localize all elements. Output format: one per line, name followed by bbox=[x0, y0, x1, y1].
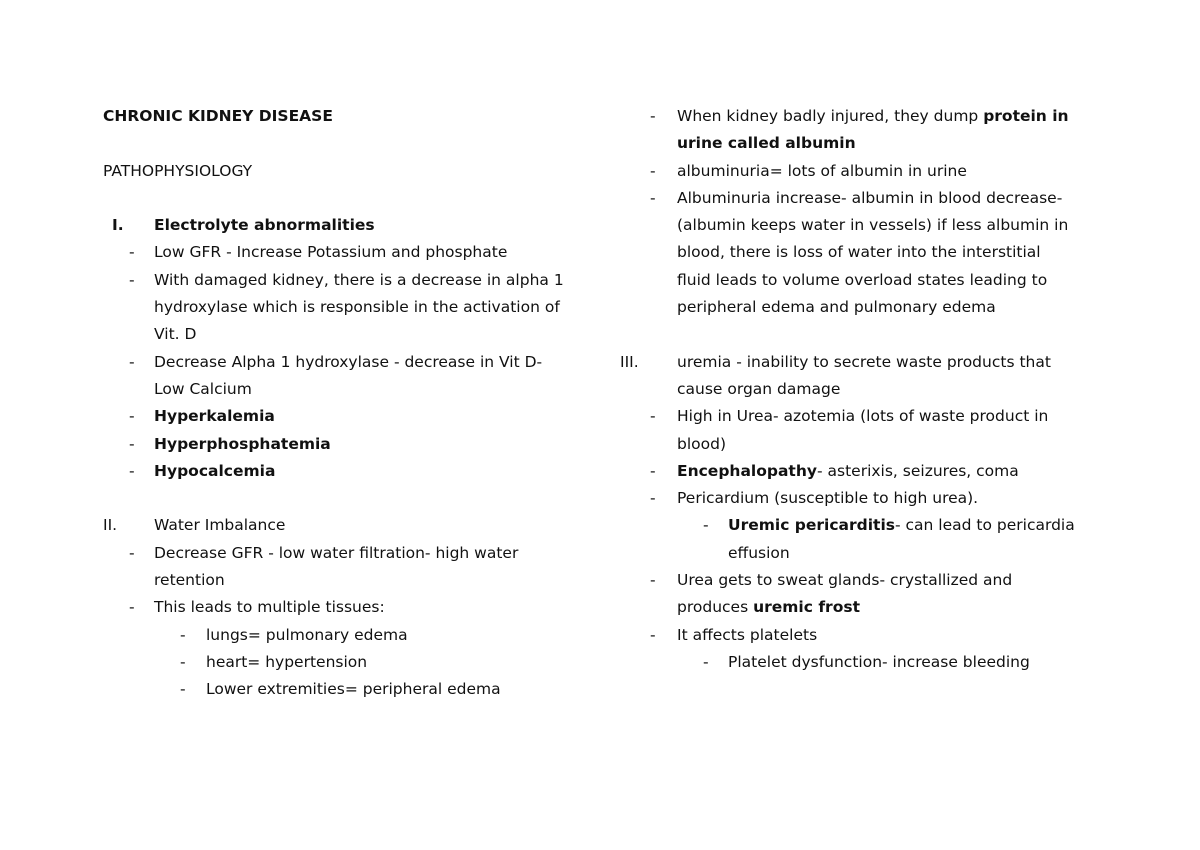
sub-list-item: - Uremic pericarditis- can lead to pericardia bbox=[703, 516, 1075, 535]
list-item-continuation: peripheral edema and pulmonary edema bbox=[677, 298, 996, 317]
document-title: CHRONIC KIDNEY DISEASE bbox=[103, 107, 333, 125]
list-item-continuation: urine called albumin bbox=[677, 134, 856, 153]
sub-list-item: - Platelet dysfunction- increase bleeding bbox=[703, 652, 1030, 671]
list-item: - albuminuria= lots of albumin in urine bbox=[650, 161, 967, 180]
list-item: - Low GFR - Increase Potassium and phosphate bbox=[129, 243, 508, 262]
list-item-continuation: retention bbox=[154, 571, 225, 590]
list-item: - Decrease Alpha 1 hydroxylase - decrease in Vit D- bbox=[129, 352, 543, 371]
list-item: - Hyperkalemia bbox=[129, 407, 275, 426]
list-item-continuation: Low Calcium bbox=[154, 379, 252, 398]
section-2-heading bbox=[103, 512, 603, 539]
right-column bbox=[620, 103, 1090, 676]
list-item-continuation: Vit. D bbox=[154, 325, 197, 344]
section-3-title-continuation: cause organ damage bbox=[677, 379, 841, 398]
section-2-numeral: II. bbox=[103, 516, 118, 535]
section-2-title: Water Imbalance bbox=[154, 516, 286, 535]
list-item: - Urea gets to sweat glands- crystallized and bbox=[650, 571, 1013, 590]
list-item: - With damaged kidney, there is a decrease in alpha 1 bbox=[129, 270, 564, 289]
list-item-continuation: (albumin keeps water in vessels) if less albumin in bbox=[677, 216, 1069, 235]
list-item: - This leads to multiple tissues: bbox=[129, 598, 385, 617]
list-item: - Hyperphosphatemia bbox=[129, 434, 331, 453]
list-item: - Decrease GFR - low water filtration- high water bbox=[129, 543, 519, 562]
list-item-continuation: fluid leads to volume overload states leading to bbox=[677, 270, 1048, 289]
section-3-title: uremia - inability to secrete waste products that bbox=[677, 352, 1051, 371]
list-item: - Encephalopathy- asterixis, seizures, coma bbox=[650, 461, 1019, 480]
list-item: - Pericardium (susceptible to high urea). bbox=[650, 489, 979, 508]
section-3-heading bbox=[620, 349, 1090, 376]
sub-list-item: - Lower extremities= peripheral edema bbox=[180, 680, 501, 699]
list-item-continuation: blood) bbox=[677, 434, 726, 453]
section-3-numeral: III. bbox=[620, 352, 639, 371]
section-subtitle: PATHOPHYSIOLOGY bbox=[103, 161, 253, 180]
left-column bbox=[103, 103, 603, 704]
list-item: - High in Urea- azotemia (lots of waste product in bbox=[650, 407, 1049, 426]
list-item: - Albuminuria increase- albumin in blood decrease- bbox=[650, 188, 1063, 207]
list-item: - When kidney badly injured, they dump protein in bbox=[650, 107, 1069, 125]
list-item-continuation: hydroxylase which is responsible in the activation of bbox=[154, 298, 560, 317]
sub-list-item: - heart= hypertension bbox=[180, 652, 368, 671]
sub-list-item: - lungs= pulmonary edema bbox=[180, 625, 408, 644]
list-item: - It affects platelets bbox=[650, 625, 818, 644]
sub-list-item-continuation: effusion bbox=[728, 543, 790, 562]
list-item-continuation: blood, there is loss of water into the interstitial bbox=[677, 243, 1041, 262]
section-1-numeral: I. bbox=[112, 216, 124, 235]
list-item: - Hypocalcemia bbox=[129, 461, 276, 480]
section-1-heading bbox=[103, 212, 603, 239]
list-item-continuation: produces uremic frost bbox=[677, 598, 860, 617]
section-1-title: Electrolyte abnormalities bbox=[154, 216, 375, 235]
